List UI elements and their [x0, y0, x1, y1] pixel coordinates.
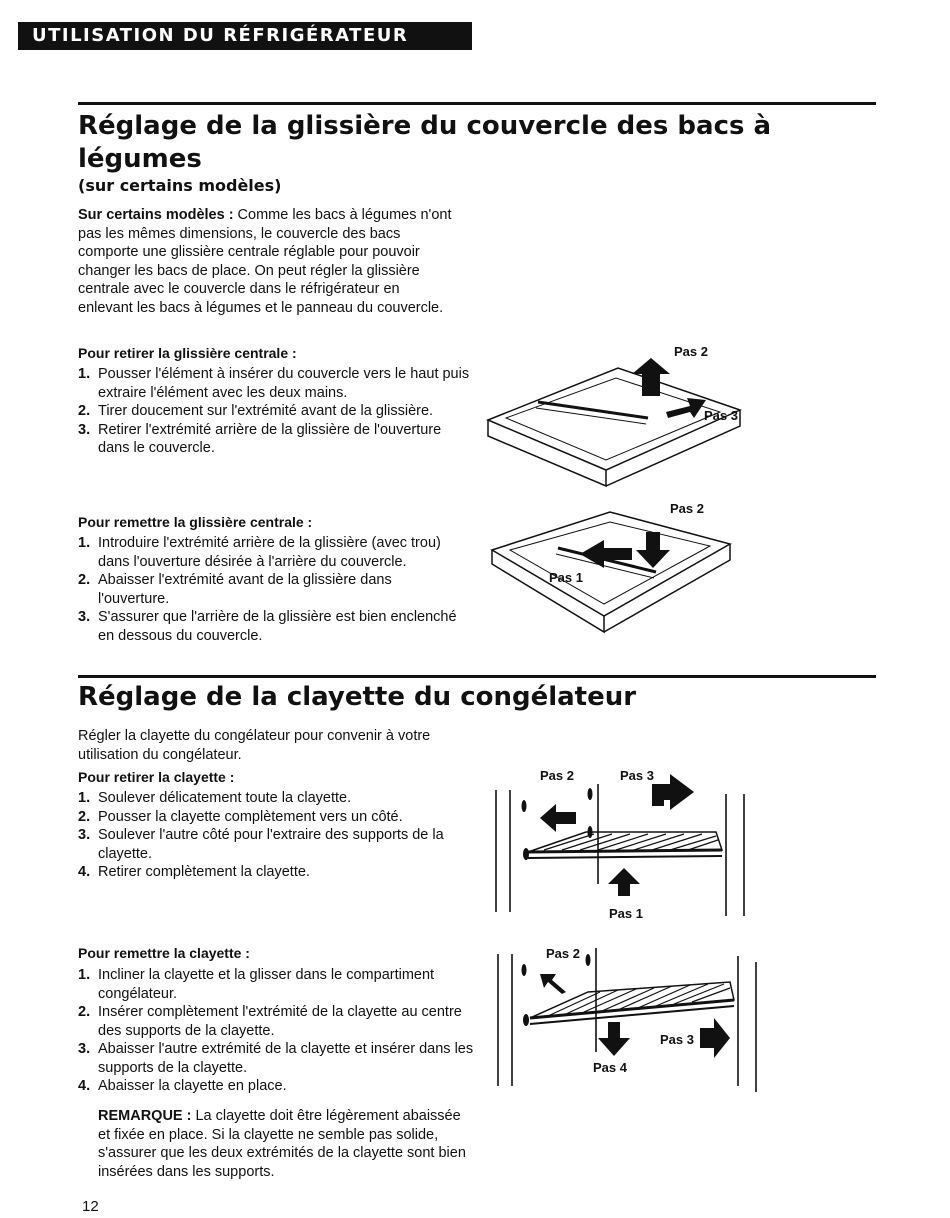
list-item: 3. S'assurer que l'arrière de la glissière est bien enclenché en dessous du couvercle. [78, 609, 457, 644]
section-title: Réglage de la clayette du congélateur [78, 682, 637, 712]
right-arrow-icon [700, 1018, 730, 1058]
list-item: 3. Soulever l'autre côté pour l'extraire des supports de la clayette. [78, 827, 444, 862]
list-item: 2. Insérer complètement l'extrémité de la clayette au centre des supports de la clayette. [78, 1004, 462, 1039]
list-item: 2. Tirer doucement sur l'extrémité avant de la glissière. [78, 403, 434, 419]
figure-remove-shelf [490, 764, 760, 929]
remove-slide-heading: Pour retirer la glissière centrale : [78, 345, 297, 361]
step-label: Pas 3 [704, 408, 738, 423]
section-subtitle: (sur certains modèles) [78, 176, 282, 195]
replace-slide-heading: Pour remettre la glissière centrale : [78, 514, 313, 530]
intro-paragraph: Régler la clayette du congélateur pour convenir à votre utilisation du congélateur. [78, 728, 431, 763]
list-item: 1. Incliner la clayette et la glisser dans le compartiment congélateur. [78, 967, 435, 1002]
intro-text: Comme les bacs à légumes n'ont pas les mêmes dimensions, le couvercle des bacs comporte une glissière centrale réglable pour pouvoir changer les bacs de place. On peut régler la glissière centrale avec le couvercle dans le réfrigérateur en enlevant les bacs à légumes et le panneau du couvercle. [78, 207, 452, 316]
remove-shelf-steps [78, 789, 478, 882]
replace-shelf-heading: Pour remettre la clayette : [78, 945, 250, 961]
list-item: 3. Abaisser l'autre extrémité de la clayette et insérer dans les supports de la clayette. [78, 1041, 474, 1076]
step-label: Pas 3 [660, 1032, 694, 1047]
step-label: Pas 2 [670, 501, 704, 516]
step-label: Pas 1 [549, 570, 583, 585]
replace-slide-steps [78, 534, 458, 645]
down-arrow-icon [598, 1022, 630, 1056]
list-item: 1. Soulever délicatement toute la clayette. [78, 790, 352, 806]
up-arrow-icon [632, 358, 670, 396]
section-banner: UTILISATION DU RÉFRIGÉRATEUR [18, 22, 472, 50]
figure-replace-shelf [490, 942, 765, 1092]
step-label: Pas 2 [546, 946, 580, 961]
step-label: Pas 3 [620, 768, 654, 783]
freezer-shelf-illustration [490, 764, 760, 929]
list-item: 1. Introduire l'extrémité arrière de la glissière (avec trou) dans l'ouverture désirée à l'arrière du couvercle. [78, 535, 441, 570]
step-label: Pas 1 [609, 906, 643, 921]
list-item: 4. Retirer complètement la clayette. [78, 864, 310, 880]
list-item: 3. Retirer l'extrémité arrière de la glissière de l'ouverture dans le couvercle. [78, 421, 442, 456]
replace-shelf-steps [78, 966, 478, 1096]
freezer-shelf-illustration [490, 942, 765, 1092]
section-divider [78, 102, 876, 105]
step-label: Pas 2 [674, 344, 708, 359]
section-divider [78, 675, 876, 678]
intro-lead: Sur certains modèles : [78, 207, 234, 223]
left-arrow-icon [540, 804, 576, 832]
page-number: 12 [82, 1198, 99, 1215]
list-item: 2. Pousser la clayette complètement vers un côté. [78, 808, 403, 825]
remove-shelf-heading: Pour retirer la clayette : [78, 769, 235, 785]
note-lead: REMARQUE : [98, 1108, 192, 1124]
step-label: Pas 4 [593, 1060, 627, 1075]
figure-remove-slide [478, 338, 758, 488]
remove-slide-steps [78, 365, 473, 458]
note-paragraph [98, 1107, 468, 1181]
up-arrow-icon [608, 868, 640, 896]
intro-paragraph [78, 206, 458, 317]
figure-replace-slide [478, 498, 758, 643]
down-left-arrow-icon [540, 974, 566, 994]
note-text: La clayette doit être légèrement abaissée et fixée en place. Si la clayette ne semble pas solide, s'assurer que les deux extrémités de la clayette sont bien insérées dans les supports. [98, 1108, 466, 1180]
list-item: 4. Abaisser la clayette en place. [78, 1078, 287, 1094]
step-label: Pas 2 [540, 768, 574, 783]
list-item: 1. Pousser l'élément à insérer du couvercle vers le haut puis extraire l'élément avec les deux mains. [78, 366, 470, 401]
section-title: Réglage de la glissière du couvercle des bacs à légumes [78, 111, 772, 174]
right-arrow-icon [652, 774, 694, 810]
list-item: 2. Abaisser l'extrémité avant de la glissière dans l'ouverture. [78, 572, 392, 607]
down-arrow-icon [636, 532, 670, 568]
crisper-cover-illustration [478, 498, 758, 643]
